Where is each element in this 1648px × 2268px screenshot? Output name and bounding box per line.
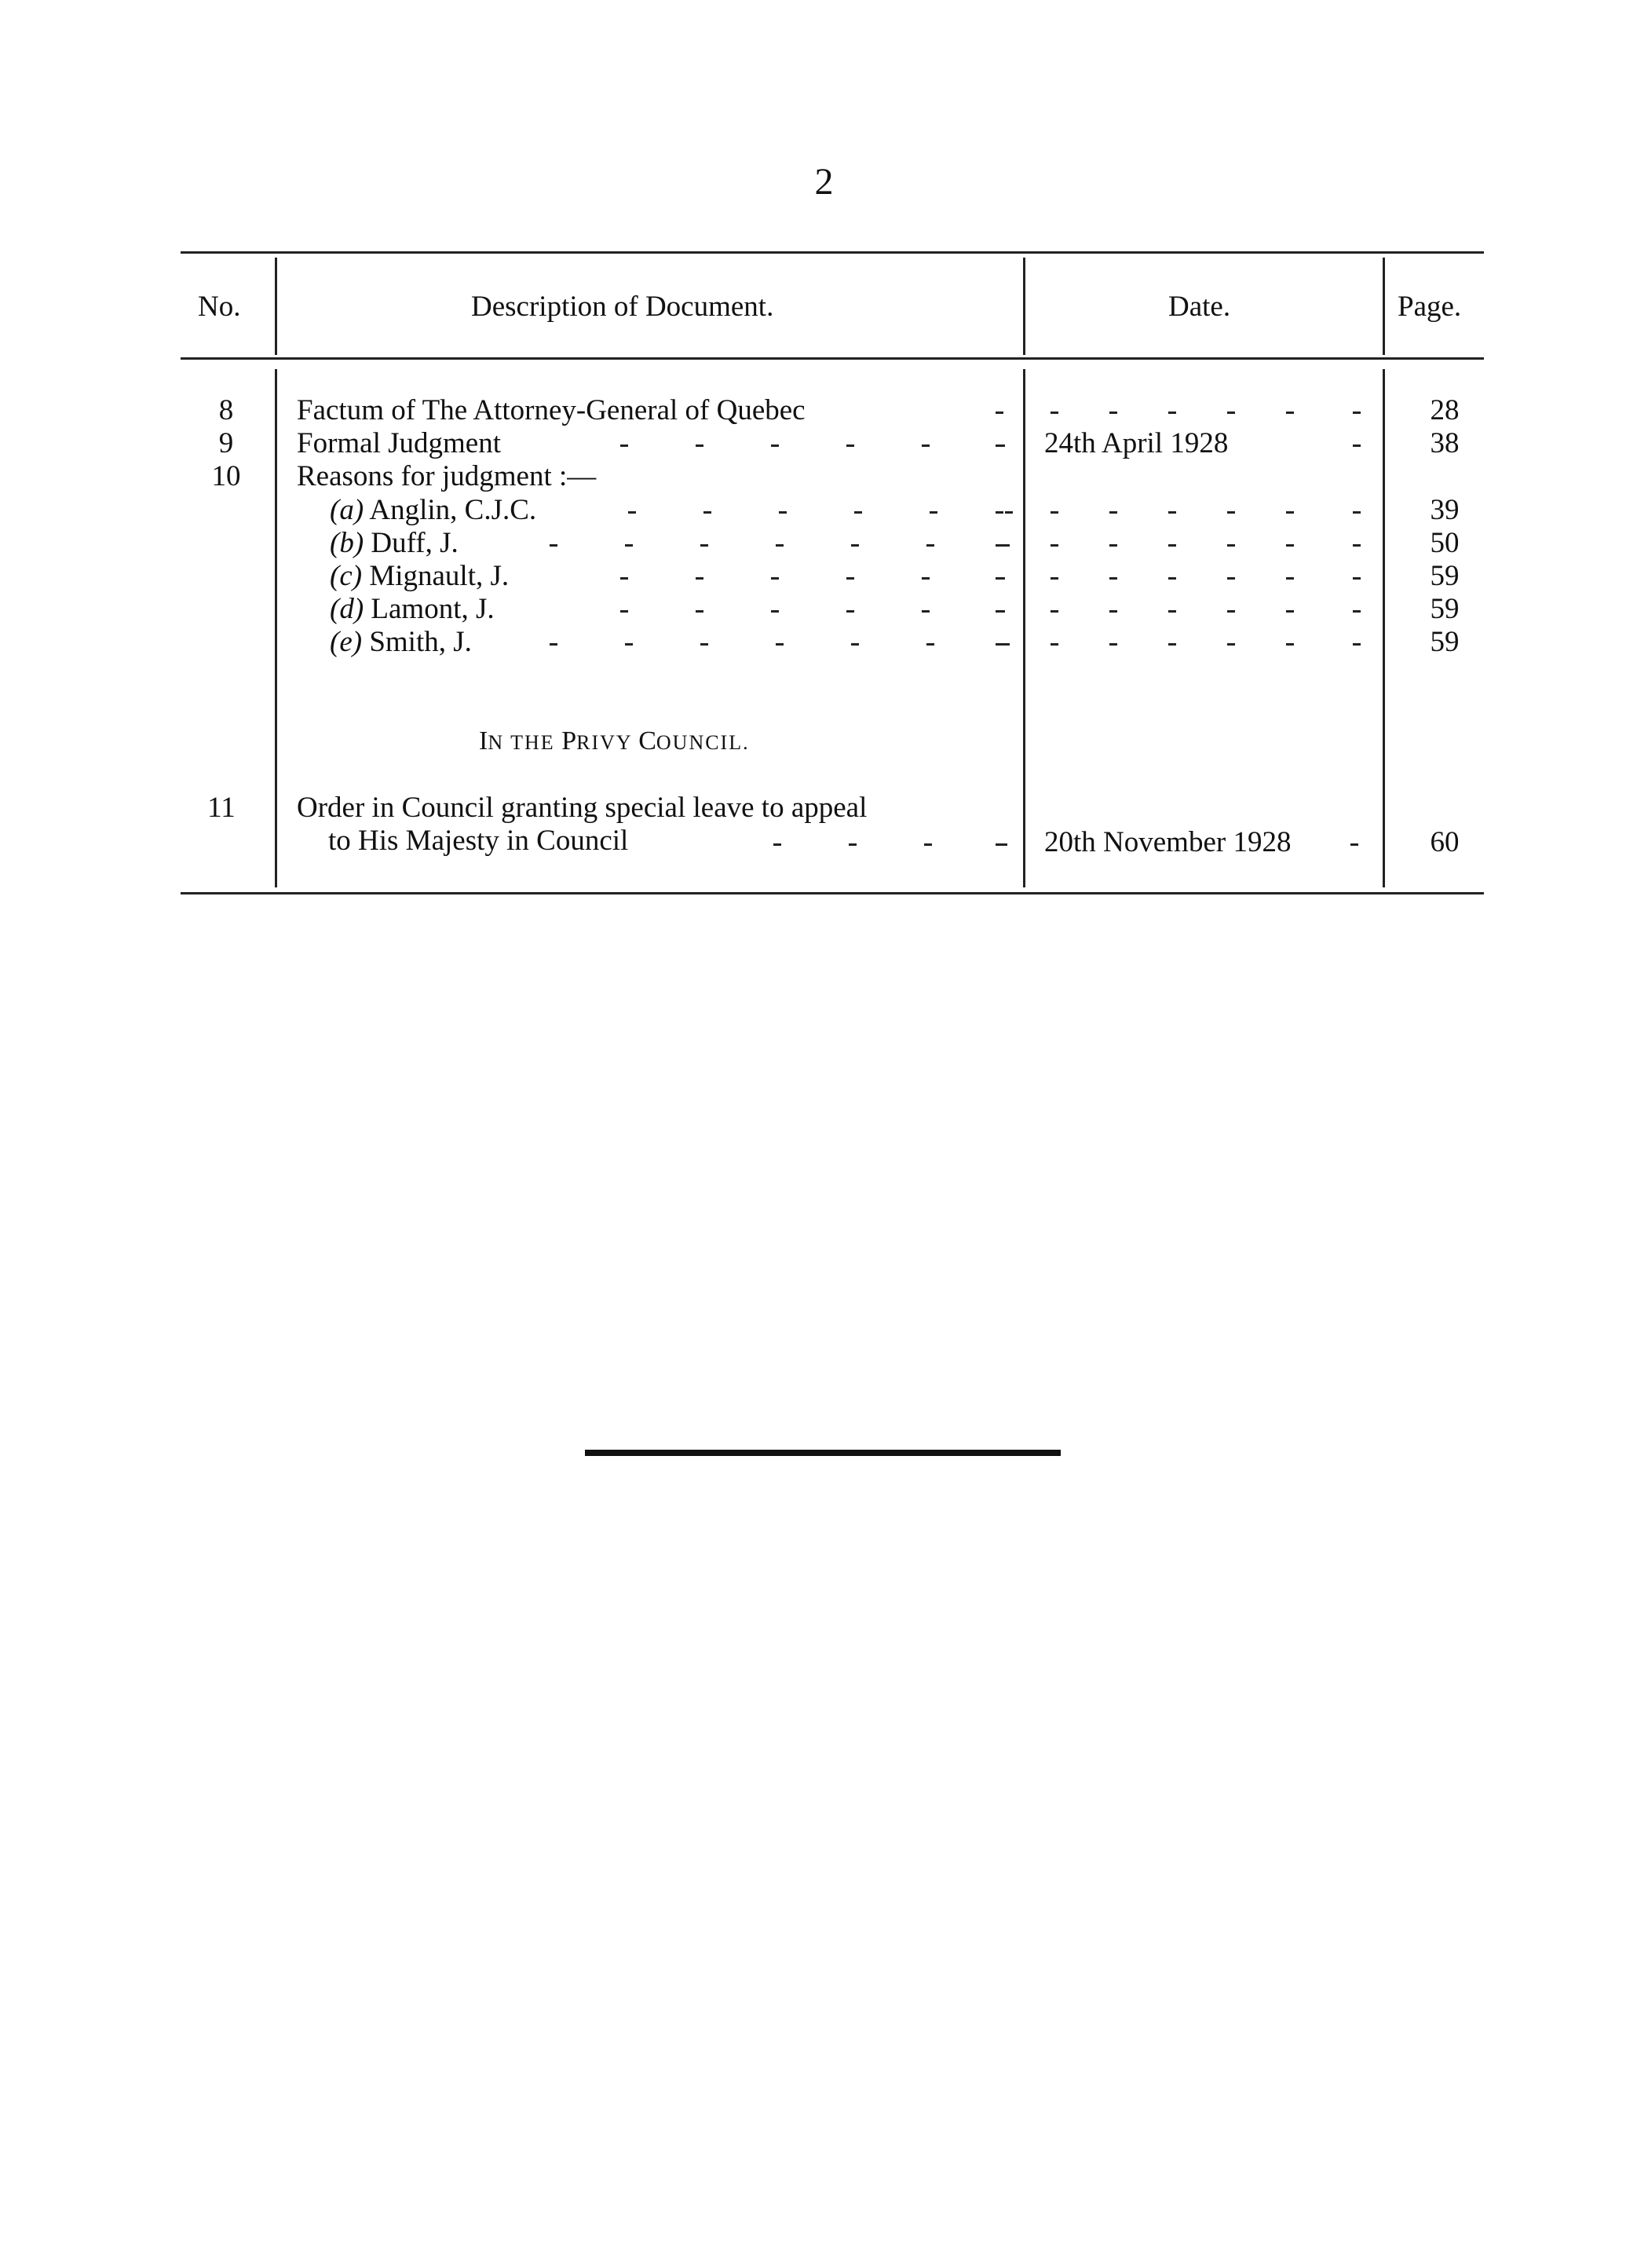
- leader-dash: [1168, 610, 1176, 613]
- row-a-page: 39: [1430, 494, 1460, 526]
- leader-dash: [1051, 544, 1058, 547]
- closing-rule: [585, 1450, 1061, 1456]
- row-e-text: Smith, J.: [369, 626, 472, 658]
- leader-dash: [1353, 444, 1361, 447]
- leader-dash: [996, 843, 1003, 846]
- page-number: 2: [814, 161, 834, 203]
- leader-dash: [1353, 610, 1361, 613]
- row-d-marker: (d): [330, 593, 364, 625]
- leader-dash: [1051, 511, 1058, 514]
- row-9-page: 38: [1430, 427, 1460, 459]
- heading-text-in-the: N THE: [488, 731, 562, 754]
- leader-dash: [1168, 577, 1176, 580]
- leader-dash: [1227, 511, 1235, 514]
- leader-dash: [1353, 643, 1361, 646]
- leader-dash: [773, 843, 781, 846]
- leader-dash: [625, 643, 633, 646]
- leader-dash: [628, 511, 636, 514]
- leader-dash: [996, 444, 1003, 447]
- row-b-marker: (b): [330, 527, 364, 559]
- leader-dash: [1005, 511, 1013, 514]
- leader-dash: [696, 577, 703, 580]
- leader-dash: [1227, 577, 1235, 580]
- row-11-description-line1: Order in Council granting special leave to appeal: [297, 792, 868, 824]
- leader-dash: [854, 511, 862, 514]
- leader-dash: [846, 610, 854, 613]
- row-c-marker: (c): [330, 560, 363, 592]
- leader-dash: [1109, 412, 1117, 414]
- leader-dash: [1109, 643, 1117, 646]
- leader-dash: [1051, 577, 1058, 580]
- header-date: Date.: [1168, 291, 1231, 323]
- leader-dash: [550, 544, 557, 547]
- leader-dash: [922, 610, 930, 613]
- leader-dash: [1227, 544, 1235, 547]
- section-heading-privy-council: [479, 726, 750, 755]
- leader-dash: [1286, 412, 1294, 414]
- leader-dash: [779, 511, 787, 514]
- row-11-no: 11: [207, 792, 236, 824]
- row-11-description-line2: to His Majesty in Council: [328, 825, 629, 857]
- leader-dash: [703, 511, 711, 514]
- leader-dash: [1168, 544, 1176, 547]
- header-page: Page.: [1398, 291, 1462, 323]
- leader-dash: [846, 444, 854, 447]
- heading-text-rivy: RIVY: [576, 731, 639, 754]
- leader-dash: [771, 610, 779, 613]
- leader-dash: [550, 643, 557, 646]
- leader-dash: [771, 577, 779, 580]
- leader-dash: [771, 444, 779, 447]
- heading-initial-c: C: [638, 726, 656, 755]
- leader-dash: [1286, 643, 1294, 646]
- leader-dash: [696, 610, 703, 613]
- leader-dash: [1227, 643, 1235, 646]
- leader-dash: [851, 544, 859, 547]
- leader-dash: [1227, 610, 1235, 613]
- row-d-text: Lamont, J.: [371, 593, 495, 625]
- leader-dash: [996, 643, 1003, 646]
- heading-initial-p: P: [561, 726, 577, 755]
- leader-dash: [1168, 412, 1176, 414]
- leader-dash: [776, 544, 784, 547]
- leader-dash: [1353, 544, 1361, 547]
- leader-dash: [620, 444, 628, 447]
- leader-dash: [1353, 577, 1361, 580]
- leader-dash: [926, 643, 934, 646]
- leader-dash: [930, 511, 937, 514]
- leader-dash: [922, 444, 930, 447]
- leader-dash: [1353, 511, 1361, 514]
- leader-dash: [625, 544, 633, 547]
- leader-dash: [846, 577, 854, 580]
- leader-dash: [620, 610, 628, 613]
- row-b-text: Duff, J.: [371, 527, 459, 559]
- row-e-marker: (e): [330, 626, 363, 658]
- leader-dash: [1109, 511, 1117, 514]
- row-8-no: 8: [218, 394, 234, 426]
- leader-dash: [776, 643, 784, 646]
- leader-dash: [1227, 412, 1235, 414]
- leader-dash: [996, 412, 1003, 414]
- leader-dash: [996, 577, 1003, 580]
- row-a-text: Anglin, C.J.C.: [369, 494, 537, 526]
- heading-text-ouncil: OUNCIL.: [656, 731, 750, 754]
- leader-dash: [1286, 511, 1294, 514]
- row-11-page: 60: [1430, 826, 1460, 858]
- header-no: No.: [198, 291, 241, 323]
- row-10-no: 10: [211, 460, 241, 492]
- row-8-page: 28: [1430, 394, 1460, 426]
- leader-dash: [849, 843, 857, 846]
- leader-dash: [1051, 643, 1058, 646]
- leader-dash: [996, 610, 1003, 613]
- row-c-page: 59: [1430, 560, 1460, 592]
- row-9-no: 9: [218, 427, 234, 459]
- leader-dash: [1168, 511, 1176, 514]
- leader-dash: [1051, 610, 1058, 613]
- row-9-description: Formal Judgment: [297, 427, 502, 459]
- leader-dash: [1286, 544, 1294, 547]
- leader-dash: [924, 843, 932, 846]
- leader-dash: [1353, 412, 1361, 414]
- leader-dash: [620, 577, 628, 580]
- row-e-page: 59: [1430, 626, 1460, 658]
- row-10-description: Reasons for judgment :—: [297, 460, 597, 492]
- heading-initial-i: I: [479, 726, 488, 755]
- row-8-description: Factum of The Attorney-General of Quebec: [297, 394, 806, 426]
- leader-dash: [1109, 610, 1117, 613]
- leader-dash: [1286, 610, 1294, 613]
- leader-dash: [700, 544, 708, 547]
- row-d-page: 59: [1430, 593, 1460, 625]
- row-9-date: 24th April 1928: [1044, 427, 1229, 459]
- leader-dash: [926, 544, 934, 547]
- row-a-marker: (a): [330, 494, 364, 526]
- leader-dash: [1109, 577, 1117, 580]
- row-11-date: 20th November 1928: [1044, 826, 1292, 858]
- leader-dash: [1286, 577, 1294, 580]
- leader-dash: [696, 444, 703, 447]
- leader-dash: [1168, 643, 1176, 646]
- row-c-text: Mignault, J.: [369, 560, 510, 592]
- row-b-page: 50: [1430, 527, 1460, 559]
- leader-dash: [996, 511, 1003, 514]
- leader-dash: [996, 544, 1003, 547]
- leader-dash: [1109, 544, 1117, 547]
- leader-dash: [1051, 412, 1058, 414]
- leader-dash: [1350, 843, 1358, 846]
- header-description: Description of Document.: [471, 291, 774, 323]
- leader-dash: [700, 643, 708, 646]
- leader-dash: [851, 643, 859, 646]
- leader-dash: [922, 577, 930, 580]
